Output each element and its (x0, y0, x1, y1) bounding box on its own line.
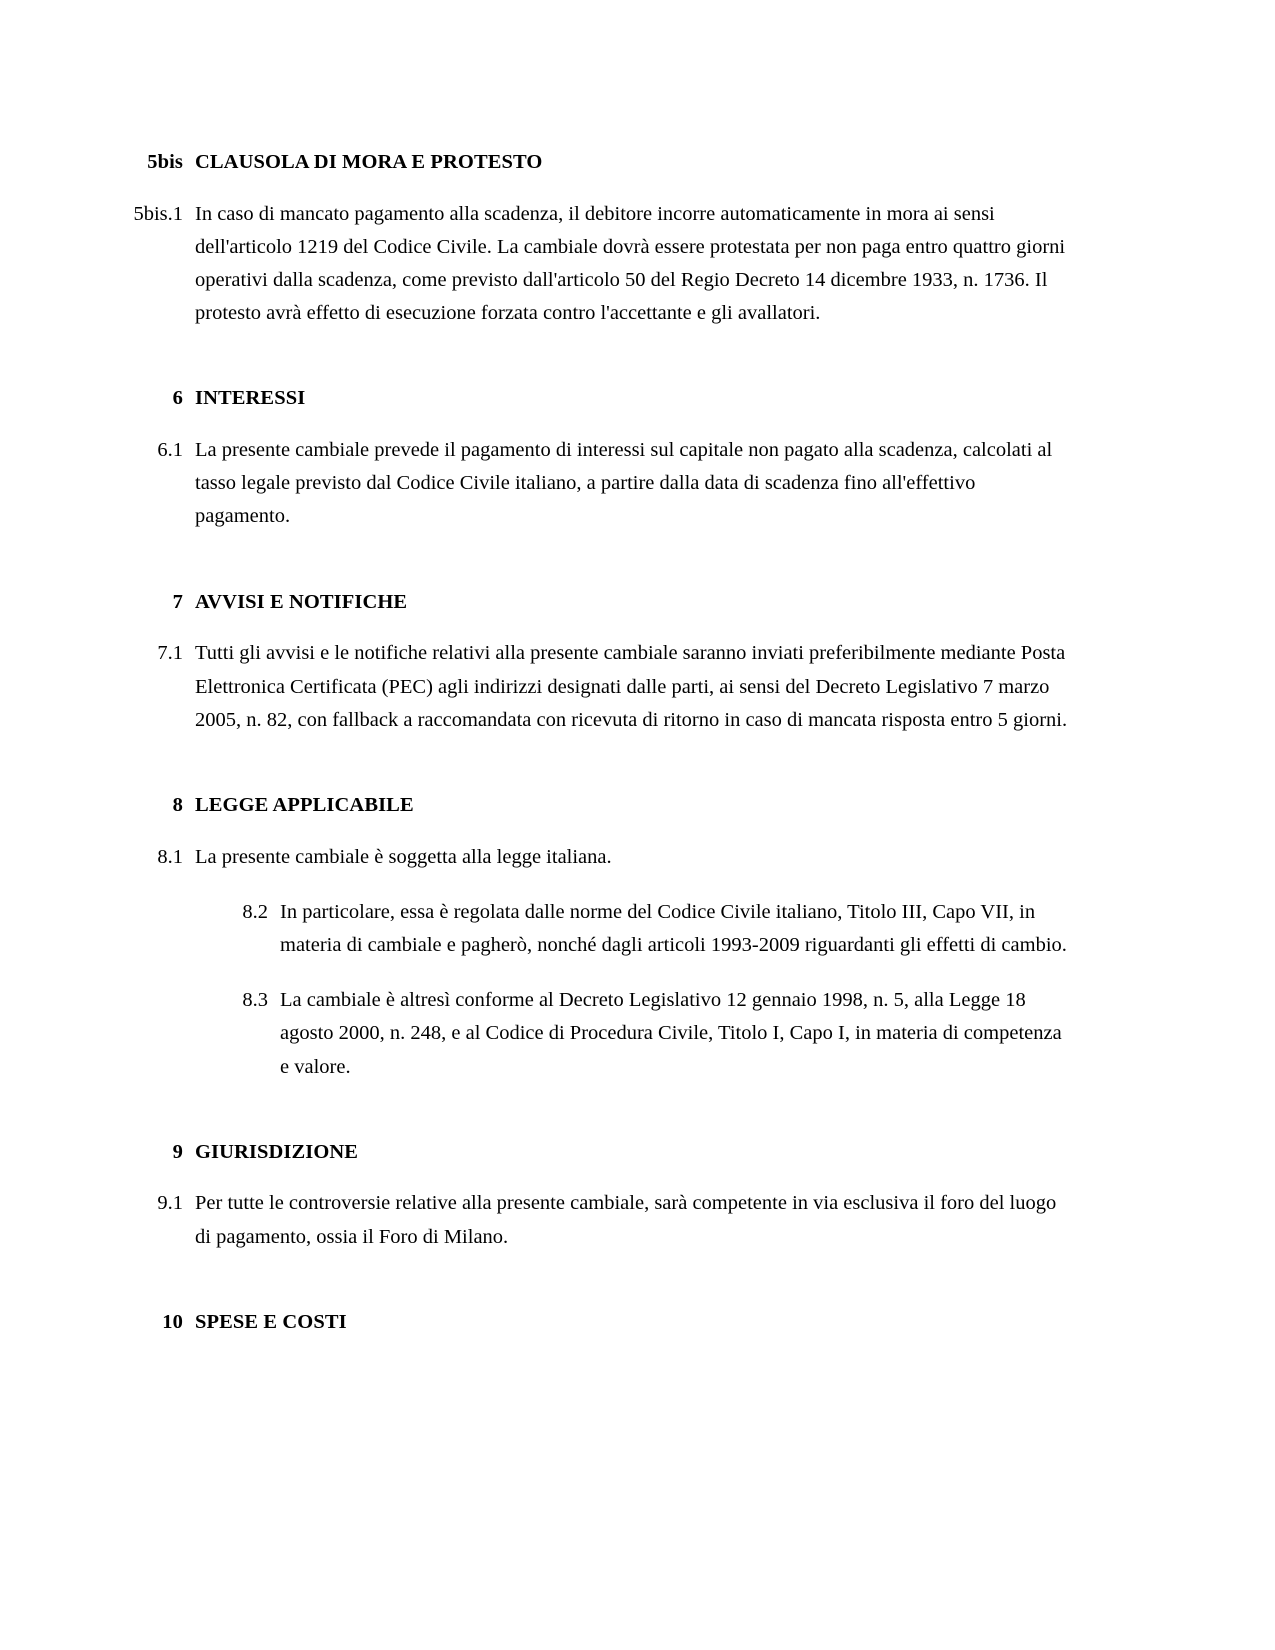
spacer (126, 534, 1075, 590)
spacer (126, 176, 1075, 198)
clause-number: 6 (172, 387, 183, 410)
item-number: 8.1 (157, 845, 183, 868)
item-text: In caso di mancato pagamento alla scadenza, il debitore incorre automaticamente in mora ai sensi dell'articolo 1219 del Codice Civile. La cambiale dovrà essere protestata per non paga entro quattro giorni operativi dalla scadenza, come previsto dall'articolo 50 del Regio Decreto 14 dicembre 1933, n. 1736. Il protesto avrà effetto di esecuzione forzata contro l'accettante e gli avallatori. (195, 202, 1066, 325)
item-text: In particolare, essa è regolata dalle norme del Codice Civile italiano, Titolo III, Capo VII, in materia di cambiale e pagherò, nonché dagli articoli 1993-2009 riguardanti gli effetti di cambio. (280, 900, 1067, 956)
clause-item-8-1 (126, 841, 1075, 874)
spacer (126, 962, 1075, 984)
clause-7 (126, 590, 1075, 737)
item-number: 6.1 (157, 439, 183, 462)
item-text: Tutti gli avvisi e le notifiche relativi alla presente cambiale saranno inviati preferibilmente mediante Posta Elettronica Certificata (PEC) agli indirizzi designati dalle parti, ai sensi del Decreto Legislativo 7 marzo 2005, n. 82, con fallback a raccomandata con ricevuta di ritorno in caso di mancata risposta entro 5 giorni. (195, 642, 1068, 731)
spacer (126, 1165, 1075, 1187)
item-number: 9.1 (157, 1192, 183, 1215)
item-text: La cambiale è altresì conforme al Decreto Legislativo 12 gennaio 1998, n. 5, alla Legge 18 agosto 2000, n. 248, e al Codice di Procedura Civile, Titolo I, Capo I, in materia di competenza e valore. (280, 989, 1062, 1078)
item-text: Per tutte le controversie relative alla presente cambiale, sarà competente in via esclusiva il foro del luogo di pagamento, ossia il Foro di Milano. (195, 1192, 1057, 1248)
spacer (126, 737, 1075, 793)
clause-heading-9 (126, 1140, 1075, 1166)
clause-heading-7 (126, 590, 1075, 616)
clause-item-6-1 (126, 434, 1075, 534)
clause-title: GIURISDIZIONE (195, 1140, 359, 1163)
clause-number: 10 (162, 1310, 183, 1333)
item-text: La presente cambiale prevede il pagamento di interessi sul capitale non pagato alla scadenza, calcolati al tasso legale previsto dal Codice Civile italiano, a partire dalla data di scadenza fino all'effettivo pagamento. (195, 439, 1053, 528)
spacer (126, 330, 1075, 386)
clause-number: 5bis (147, 151, 183, 173)
clause-item-7-1 (126, 637, 1075, 737)
spacer (126, 615, 1075, 637)
item-number: 7.1 (157, 642, 183, 665)
spacer (126, 819, 1075, 841)
clause-item-5bis-1 (126, 198, 1075, 331)
clause-title: SPESE E COSTI (195, 1310, 347, 1333)
clause-heading-8 (126, 793, 1075, 819)
clause-title: CLAUSOLA DI MORA E PROTESTO (195, 151, 543, 173)
item-text: La presente cambiale è soggetta alla legge italiana. (195, 845, 612, 868)
clause-6 (126, 386, 1075, 533)
item-number: 8.2 (242, 900, 268, 923)
spacer (126, 1084, 1075, 1140)
clause-8 (126, 793, 1075, 1084)
clause-title: AVVISI E NOTIFICHE (195, 590, 408, 613)
spacer (126, 874, 1075, 896)
clause-item-8-3 (126, 984, 1075, 1084)
spacer (126, 1254, 1075, 1310)
item-number: 5bis.1 (133, 202, 183, 225)
clause-item-9-1 (126, 1187, 1075, 1253)
clause-title: INTERESSI (195, 387, 306, 410)
clause-item-8-2 (126, 896, 1075, 962)
clause-10 (126, 1310, 1075, 1336)
clause-heading-10 (126, 1310, 1075, 1336)
clause-heading-5bis (126, 150, 1075, 176)
clause-9 (126, 1140, 1075, 1254)
clause-number: 9 (172, 1140, 183, 1163)
clause-number: 8 (172, 793, 183, 816)
clause-number: 7 (172, 590, 183, 613)
clause-title: LEGGE APPLICABILE (195, 793, 414, 816)
clause-5bis (126, 150, 1075, 330)
spacer (126, 412, 1075, 434)
item-number: 8.3 (242, 989, 268, 1012)
clause-heading-6 (126, 386, 1075, 412)
